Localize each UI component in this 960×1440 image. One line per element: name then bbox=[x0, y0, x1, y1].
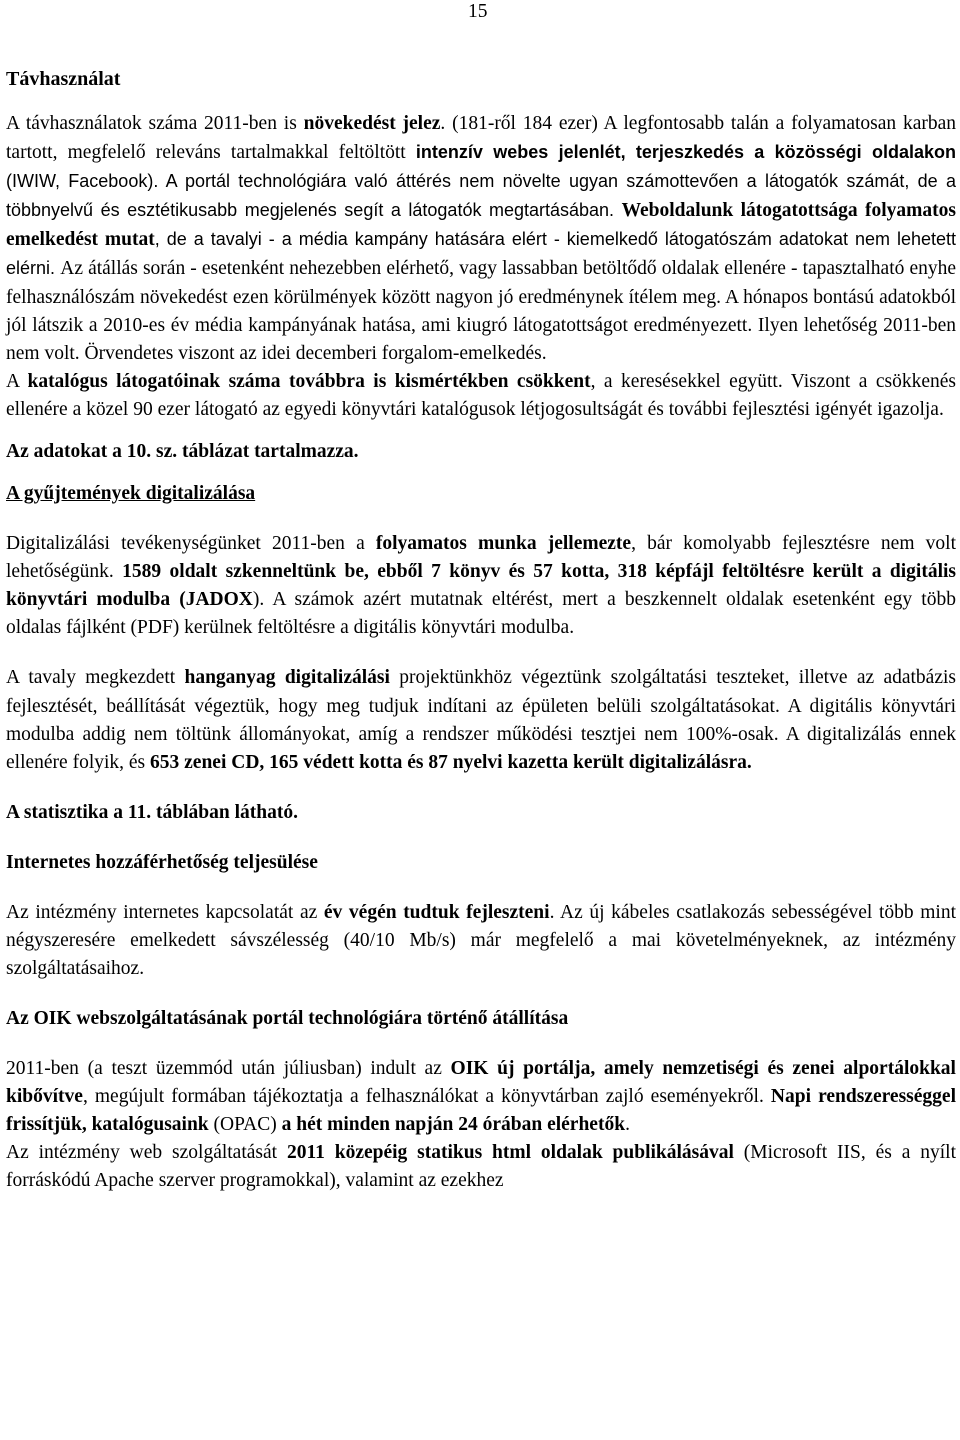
note-table-10: Az adatokat a 10. sz. táblázat tartalmazza. bbox=[6, 441, 359, 463]
bold-text-run: év végén tudtuk fejleszteni bbox=[323, 901, 550, 923]
bold-text-run: Napi rendszerességgel frissítjük, katalógusaink bbox=[6, 1086, 956, 1136]
text-run: , bár komolyabb fejlesztésre nem volt lehetőségünk. bbox=[6, 533, 956, 583]
document-body bbox=[6, 60, 956, 1196]
text-run: (OPAC) bbox=[208, 1114, 282, 1136]
section-title-tavhasznalat: Távhasználat bbox=[6, 68, 121, 90]
bold-text-run: folyamatos munka jellemezte bbox=[375, 533, 632, 555]
text-run: , a keresésekkel együtt. Viszont a csökkenés ellenére a közel 90 ezer látogató az egyedi könyvtári katalógusok létjogosultságát és további fejlesztési igényét igazolja. bbox=[6, 370, 956, 420]
text-run: . Az új kábeles csatlakozás sebességével több mint négyszeresére emelkedett sávszélesség (40/10 Mb/s) már megfelelő a mai követelményeknek, az intézmény szolgáltatásaihoz. bbox=[6, 901, 957, 979]
section-title-oik: Az OIK webszolgáltatásának portál technológiára történő átállítása bbox=[6, 1008, 569, 1030]
text-run: Az átállás során - esetenként nehezebben elérhető, vagy lassabban betöltődő oldalak ellenére - tapasztalható enyhe felhasználószám növekedést ezen körülmények között nagyon jó eredménynek ítélem meg. A hónapos bontású adatokból jól látszik a 2010-es év média kampányának hatása, ami kiugró látogatottságot eredményezett. Ilyen lehetőség 2011-ben nem volt. Örvendetes viszont az idei decemberi forgalom-emelkedés. bbox=[6, 258, 957, 364]
text-run: ). A számok azért mutatnak eltérést, mert a beszkennelt oldalak esetenként egy több oldalas fájlként (PDF) kerülnek feltöltésre a digitális könyvtári modulba. bbox=[6, 589, 956, 639]
bold-text-run: intenzív webes jelenlét, terjeszkedés a közösségi oldalakon bbox=[415, 142, 956, 163]
paragraph-oik-2 bbox=[6, 1139, 956, 1195]
bold-text-run: 1589 oldalt szkenneltünk be, ebből 7 könyv és 57 kotta, 318 képfájl feltöltésre került a digitális könyvtári modulba (JADOX bbox=[6, 561, 957, 611]
bold-text-run: 653 zenei CD, 165 védett kotta és 87 nyelvi kazetta került digitalizálásra. bbox=[150, 751, 752, 773]
bold-text-run: növekedést jelez bbox=[303, 113, 441, 134]
paragraph-oik-1 bbox=[6, 1055, 956, 1139]
text-run: (Microsoft IIS, és a nyílt forráskódú Apache szerver programokkal), valamint az ezekhez bbox=[6, 1142, 957, 1192]
note-table-11: A statisztika a 11. táblában látható. bbox=[6, 801, 298, 823]
paragraph-tavhasznalat-1 bbox=[6, 110, 956, 368]
text-run: A bbox=[6, 370, 28, 392]
section-title-digitalizalas: A gyűjtemények digitalizálása bbox=[6, 483, 256, 505]
paragraph-internet-1 bbox=[6, 899, 956, 983]
bold-text-run: hanganyag digitalizálási bbox=[184, 667, 390, 689]
text-run: . bbox=[625, 1114, 630, 1136]
paragraph-digitalizalas-1 bbox=[6, 530, 956, 642]
section-title-internet: Internetes hozzáférhetőség teljesülése bbox=[6, 851, 318, 873]
text-run: A távhasználatok száma 2011-ben is bbox=[6, 113, 304, 134]
paragraph-tavhasznalat-2 bbox=[6, 368, 956, 424]
bold-text-run: a hét minden napján 24 órában elérhetők bbox=[281, 1114, 626, 1136]
text-run: , de a tavalyi - a média kampány hatására elért - kiemelkedő látogatószám adatokat nem lehetett elérni. bbox=[6, 229, 956, 279]
bold-text-run: 2011 közepéig statikus html oldalak publikálásával bbox=[286, 1142, 734, 1164]
text-run: A tavaly megkezdett bbox=[6, 667, 185, 689]
text-run: (IWIW, Facebook). A portál technológiára való áttérés nem növelte ugyan számottevően a látogatók számát, de a többnyelvű és esztétikusabb megjelenés segít a látogatók megtartásában. bbox=[6, 171, 956, 221]
text-run: Az intézmény internetes kapcsolatát az bbox=[6, 901, 324, 923]
text-run: . (181-ről 184 ezer) A legfontosabb talán a folyamatosan karban tartott, megfelelő releváns tartalmakkal feltöltött bbox=[6, 113, 957, 164]
text-run: Az intézmény web szolgáltatását bbox=[6, 1142, 287, 1164]
bold-text-run: Weboldalunk látogatottsága folyamatos emelkedést mutat bbox=[6, 200, 957, 251]
text-run: 2011-ben (a teszt üzemmód után júliusban) indult az bbox=[6, 1058, 451, 1080]
page-number: 15 bbox=[468, 1, 488, 22]
text-run: Digitalizálási tevékenységünket 2011-ben a bbox=[6, 533, 376, 555]
text-run: projektünkhöz végeztünk szolgáltatási teszteket, illetve az adatbázis fejlesztését, beállítását végeztük, hogy meg tudjuk indítani az épületen belüli szolgáltatásokat. A digitális könyvtári modulba addig nem töltünk állományokat, amíg a rendszer működési tesztjei nem 100%-osak. A digitalizálás ennek ellenére folyik, és bbox=[6, 667, 956, 773]
text-run: , megújult formában tájékoztatja a felhasználókat a könyvtárban zajló eseményekről. bbox=[82, 1086, 771, 1108]
paragraph-digitalizalas-2 bbox=[6, 664, 956, 776]
bold-text-run: katalógus látogatóinak száma továbbra is kismértékben csökkent bbox=[27, 370, 591, 392]
bold-text-run: OIK új portálja, amely nemzetiségi és zenei alportálokkal kibővítve bbox=[6, 1058, 956, 1108]
